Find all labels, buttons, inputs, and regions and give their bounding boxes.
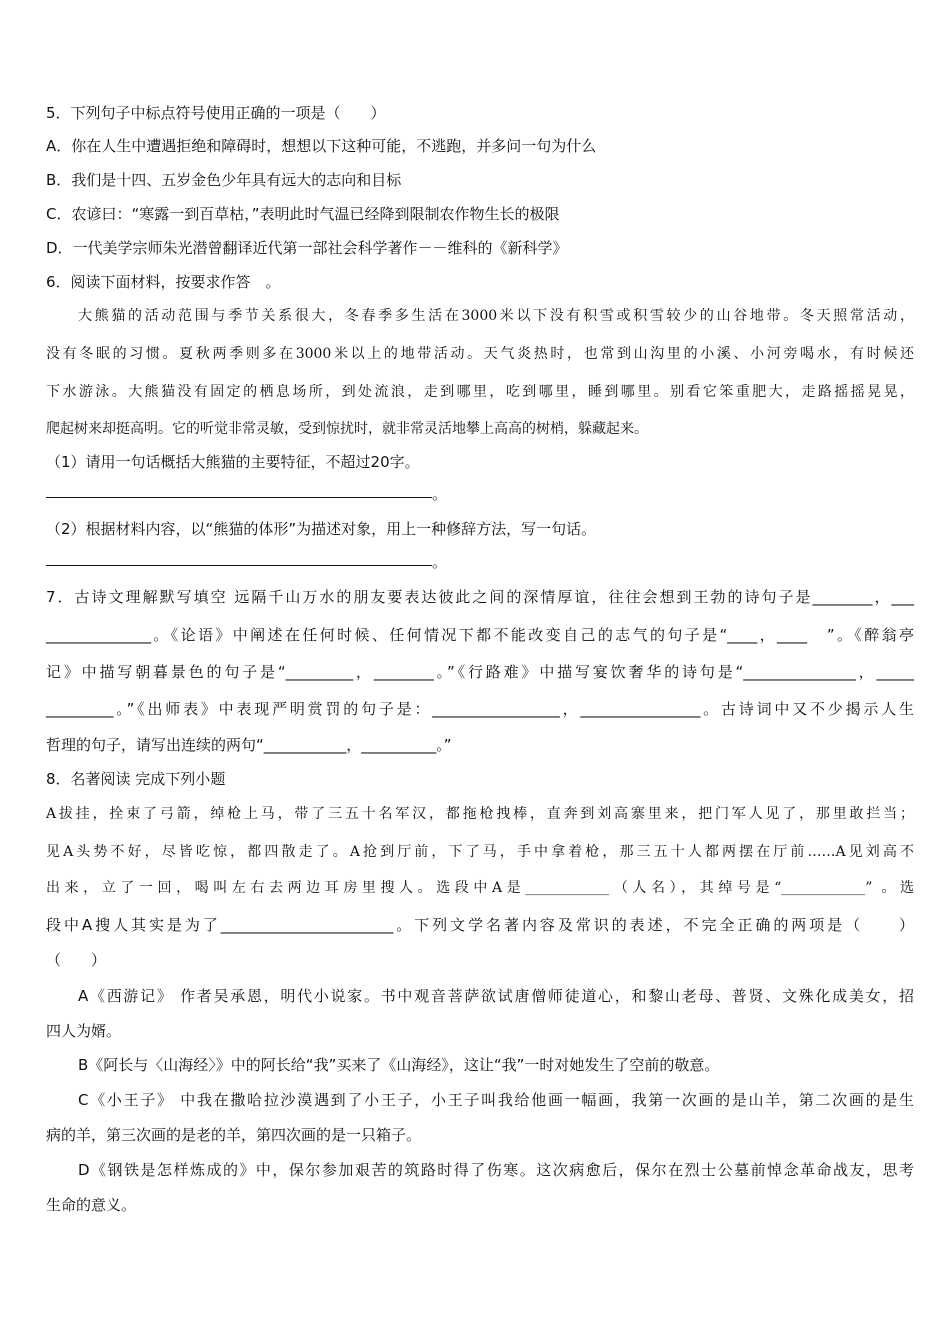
q8-option-d-cont: 生命的意义。	[46, 1196, 137, 1214]
q8-passage-line: A拔挂，拴束了弓箭，绰枪上马，带了三五十名军汉，都拖枪拽棒，直奔到刘高寨里来，把门军人见了，那里敢拦当；	[46, 806, 914, 822]
q8-option-d: D《钢铁是怎样炼成的》中，保尔参加艰苦的筑路时得了伤寒。这次病愈后，保尔在烈士公墓前悼念革命战友，思考	[78, 1161, 914, 1179]
q5-option-a: A．你在人生中遭遇拒绝和障碍时，想想以下这种可能，不逃跑，并多问一句为什么	[46, 137, 597, 155]
q7-line: 记》中描写朝暮景色的句子是“_________，________。”《行路难》中描写宴饮奢华的诗句是“_______________，_____	[46, 663, 914, 681]
q6-answer-period-2: 。	[432, 553, 448, 571]
q5-stem: 5．下列句子中标点符号使用正确的一项是（ ）	[46, 104, 386, 122]
q6-answer-line-1[interactable]	[46, 497, 432, 498]
q5-option-b: B．我们是十四、五岁金色少年具有远大的志向和目标	[46, 171, 402, 189]
q8-answer-paren: （ ）	[46, 951, 107, 969]
q8-option-c: C《小王子》 中我在撒哈拉沙漠遇到了小王子，小王子叫我给他画一幅画，我第一次画的是山羊，第二次画的是生	[78, 1091, 914, 1109]
q8-option-c-cont: 病的羊，第三次画的是老的羊，第四次画的是一只箱子。	[46, 1126, 422, 1144]
q8-stem: 8．名著阅读 完成下列小题	[46, 770, 226, 788]
q7-line: 7．古诗文理解默写填空 远隔千山万水的朋友要表达彼此之间的深情厚谊，往往会想到王勃的诗句子是________，___	[46, 588, 914, 606]
q6-answer-line-2[interactable]	[46, 565, 432, 566]
q5-option-c: C．农谚曰：“寒露一到百草枯，”表明此时气温已经降到限制农作物生长的极限	[46, 205, 560, 223]
q8-passage-line: 见A头势不好，尽皆吃惊，都四散走了。A抢到厅前，下了马，手中拿着枪，那三五十人都两摆在厅前……A见刘高不	[46, 844, 914, 860]
q6-passage-line: 没有冬眠的习惯。夏秋两季则多在3000米以上的地带活动。天气炎热时，也常到山沟里的小溪、小河旁喝水，有时候还	[46, 346, 914, 362]
q7-line: ______________。《论语》中阐述在任何时候、任何情况下都不能改变自己的志气的句子是“____，____ ”。《醉翁亭	[46, 626, 914, 644]
q6-passage-line: 下水游泳。大熊猫没有固定的栖息场所，到处流浪，走到哪里，吃到哪里，睡到哪里。别看它笨重肥大，走路摇摇晃晃，	[46, 384, 914, 400]
q8-passage-line: 出来，立了一回，喝叫左右去两边耳房里搜人。选段中A是____________（人名），其绰号是“____________” 。选	[46, 880, 914, 896]
q7-line: _________。”《出师表》中表现严明赏罚的句子是：_________________，________________。古诗词中又不少揭示人生	[46, 700, 914, 718]
q8-passage-line: 段中A搜人其实是为了_______________________。下列文学名著内容及常识的表述，不完全正确的两项是（ ）	[46, 916, 914, 934]
q6-passage-line: 爬起树来却挺高明。它的听觉非常灵敏，受到惊扰时，就非常灵活地攀上高高的树梢，躲藏起来。	[46, 421, 648, 437]
q8-option-b: B《阿长与〈山海经〉》中的阿长给“我”买来了《山海经》，这让“我”一时对她发生了空前的敬意。	[78, 1056, 720, 1074]
q8-option-a: A《西游记》 作者吴承恩，明代小说家。书中观音菩萨欲试唐僧师徒道心，和黎山老母、普贤、文殊化成美女，招	[78, 987, 914, 1005]
q7-line: 哲理的句子，请写出连续的两句“___________，__________。”	[46, 736, 452, 754]
q6-passage-line: 大熊猫的活动范围与季节关系很大，冬春季多生活在3000米以下没有积雪或积雪较少的山谷地带。冬天照常活动，	[78, 308, 914, 324]
q5-option-d: D．一代美学宗师朱光潜曾翻译近代第一部社会科学著作－－维科的《新科学》	[46, 239, 568, 257]
q6-sub2: （2）根据材料内容，以“熊猫的体形”为描述对象，用上一种修辞方法，写一句话。	[46, 520, 597, 538]
q8-option-a-cont: 四人为婿。	[46, 1022, 122, 1040]
q6-sub1: （1）请用一句话概括大熊猫的主要特征，不超过20字。	[46, 453, 420, 471]
q6-stem: 6．阅读下面材料，按要求作答 。	[46, 273, 281, 291]
q6-answer-period-1: 。	[432, 485, 448, 503]
